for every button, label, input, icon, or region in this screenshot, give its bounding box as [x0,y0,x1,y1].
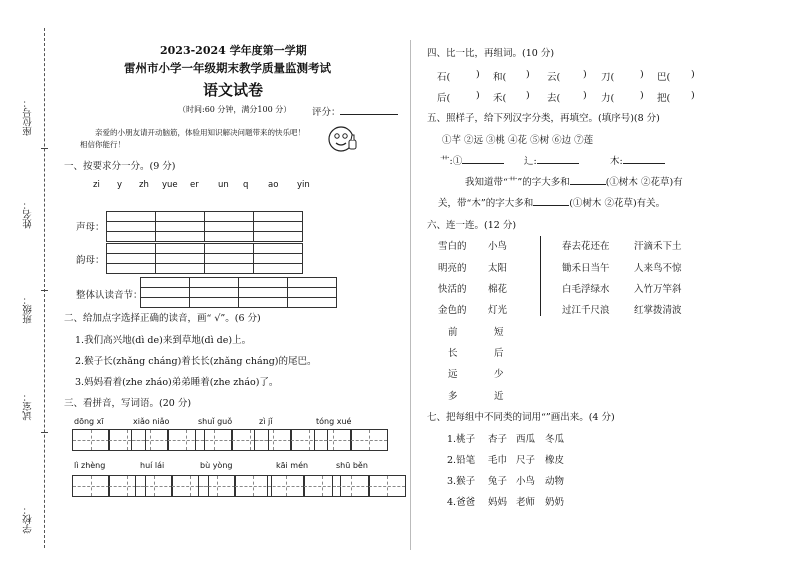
q5-fill-line-1[interactable]: 我知道带“艹”的字大多和 (①树木 ②花草)有 [465,177,683,188]
q6-poem-line[interactable]: 过江千尺浪 [562,305,610,316]
class-label: 班级： [23,295,34,324]
q2-item-3[interactable]: 3.妈妈看着(zhe zháo)弟弟睡着(zhe zháo)了。 [75,377,279,388]
q6-opposite-left[interactable]: 前 [448,327,458,338]
finals-grid[interactable] [106,243,303,274]
q5-category-grass[interactable]: 艹:① [440,153,504,167]
writing-box[interactable] [314,429,352,451]
whole-syllables-grid[interactable] [140,277,337,308]
seat-number-label: 座位号： [23,98,34,136]
q5-category-walk[interactable]: 辶: [524,153,579,167]
exam-room-label: 试室： [23,392,34,421]
q6-divider [540,236,541,316]
exam-title: 雷州市小学一年级期末教学质量监测考试 [124,61,331,75]
q6-opposite-right[interactable]: 近 [494,391,504,402]
column-divider [410,40,411,550]
initials-label: 声母： [76,222,105,233]
q2-item-2[interactable]: 2.猴子长(zhǎng cháng)着长长(zhǎng cháng)的尾巴。 [75,356,317,367]
q6-opposite-left[interactable]: 远 [448,369,458,380]
writing-box[interactable] [267,475,305,497]
q6-opposite-right[interactable]: 后 [494,348,504,359]
q2-title: 二、给加点字选择正确的读音，画“ √”。(6 分) [64,313,261,324]
q5-title: 五、照样子，给下列汉字分类，再填空。(填序号)(8 分) [427,113,660,124]
exam-time: （时间:60 分钟，满分100 分） [178,105,292,114]
writing-box[interactable] [131,429,169,451]
q6-poem-match[interactable]: 入竹万竿斜 [634,284,682,295]
writing-box[interactable] [254,429,292,451]
binding-mark [41,432,48,433]
school-label: 学校： [23,505,34,534]
q6-right-item[interactable]: 棉花 [488,284,508,295]
q6-left-item[interactable]: 明亮的 [438,263,467,274]
q6-poem-line[interactable]: 春去花还在 [562,241,610,252]
q6-poem-match[interactable]: 汗滴禾下土 [634,241,682,252]
q6-right-item[interactable]: 太阳 [488,263,508,274]
q6-poem-line[interactable]: 锄禾日当午 [562,263,610,274]
score-blank[interactable] [340,114,398,115]
q4-title: 四、比一比，再组词。(10 分) [427,48,555,59]
q6-left-item[interactable]: 快活的 [438,284,467,295]
writing-box[interactable] [195,429,233,451]
q5-category-wood[interactable]: 木: [610,153,665,167]
q6-title: 六、连一连。(12 分) [427,220,517,231]
initials-grid[interactable] [106,211,303,242]
q6-opposite-left[interactable]: 多 [448,391,458,402]
writing-box[interactable] [368,475,406,497]
intro-line-2: 相信你能行！ [80,140,125,149]
writing-box[interactable] [350,429,388,451]
q6-left-item[interactable]: 雪白的 [438,241,467,252]
q6-right-item[interactable]: 小鸟 [488,241,508,252]
binding-mark [41,290,48,291]
q6-opposite-right[interactable]: 短 [494,327,504,338]
writing-box[interactable] [198,475,236,497]
q2-item-1[interactable]: 1.我们高兴地(dì de)来到草地(dì de)上。 [75,335,252,346]
q6-right-item[interactable]: 灯光 [488,305,508,316]
q6-poem-line[interactable]: 白毛浮绿水 [562,284,610,295]
q1-title: 一、按要求分一分。(9 分) [64,161,176,172]
whole-syllables-label: 整体认读音节： [76,290,143,301]
writing-box[interactable] [72,475,110,497]
q6-opposite-left[interactable]: 长 [448,348,458,359]
thumbs-up-face-icon [326,124,360,156]
writing-box[interactable] [135,475,173,497]
writing-box[interactable] [72,429,110,451]
name-label: 姓名： [23,200,34,229]
q6-left-item[interactable]: 金色的 [438,305,467,316]
q3-title: 三、看拼音，写词语。(20 分) [64,398,192,409]
q6-opposite-right[interactable]: 少 [494,369,504,380]
term-title: 2023-2024 学年度第一学期 [160,44,307,57]
intro-line-1: 亲爱的小朋友请开动脑筋，体验用知识解决问题带来的快乐吧！ [95,128,305,137]
subject-title: 语文试卷 [203,81,264,99]
binding-line [44,28,45,548]
q5-fill-line-2[interactable]: 关，带“木”的字大多和 (①树木 ②花草)有关。 [438,198,666,209]
writing-box[interactable] [332,475,370,497]
q6-poem-match[interactable]: 红掌拨清波 [634,305,682,316]
q7-title: 七、把每组中不同类的词用“”画出来。(4 分) [427,412,615,423]
binding-mark [41,148,48,149]
q6-poem-match[interactable]: 人来鸟不惊 [634,263,682,274]
q5-characters: ①芊 ②远 ③桃 ④花 ⑤树 ⑥边 ⑦莲 [442,135,594,146]
finals-label: 韵母： [76,255,105,266]
score-label: 评分： [312,107,341,118]
